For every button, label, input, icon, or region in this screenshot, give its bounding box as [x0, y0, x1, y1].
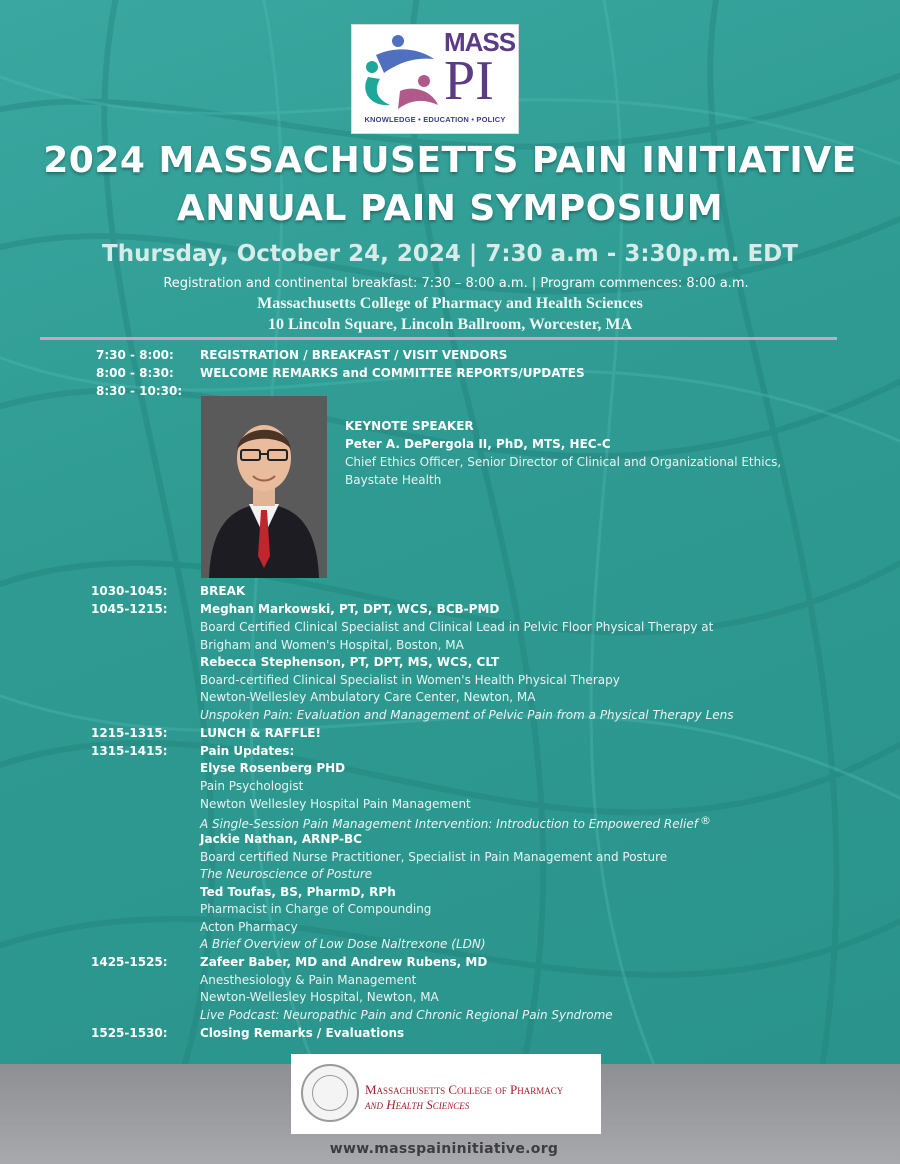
agenda-time: 1425-1525: — [91, 955, 168, 969]
mass-pi-figures-icon — [354, 29, 446, 117]
session-topic: A Brief Overview of Low Dose Naltrexone (LDN) — [200, 937, 486, 951]
speaker-detail: Newton-Wellesley Ambulatory Care Center, Newton, MA — [200, 690, 536, 704]
agenda-time: 1315-1415: — [91, 744, 168, 758]
session-topic: Unspoken Pain: Evaluation and Management of Pelvic Pain from a Physical Therapy Lens — [200, 708, 734, 722]
agenda-time: 8:30 - 10:30: — [96, 384, 183, 398]
speaker-detail: Anesthesiology & Pain Management — [200, 973, 417, 987]
keynote-speaker-photo — [201, 396, 327, 578]
keynote-org: Baystate Health — [345, 473, 442, 487]
speaker-name: Rebecca Stephenson, PT, DPT, MS, WCS, CLT — [200, 655, 500, 669]
logo-pi-text: PI — [444, 50, 494, 112]
venue-line-2: 10 Lincoln Square, Lincoln Ballroom, Worcester, MA — [267, 316, 633, 333]
agenda-time: 1045-1215: — [91, 602, 168, 616]
speaker-detail: Pain Psychologist — [200, 779, 304, 793]
mcphs-logo — [291, 1054, 601, 1134]
session-topic — [200, 813, 711, 832]
venue-line-1: Massachusetts College of Pharmacy and Health Sciences — [257, 295, 643, 312]
speaker-portrait-icon — [201, 396, 327, 578]
speaker-detail: Acton Pharmacy — [200, 920, 298, 934]
title-line-1: 2024 MASSACHUSETTS PAIN INITIATIVE — [43, 140, 857, 181]
divider — [40, 337, 837, 340]
logo-mass-text: MASS — [444, 27, 516, 57]
college-name-line-2: and Health Sciences — [365, 1097, 470, 1112]
title-line-2: ANNUAL PAIN SYMPOSIUM — [176, 188, 724, 229]
college-name-line-1: Massachusetts College of Pharmacy — [365, 1082, 564, 1097]
agenda-item: REGISTRATION / BREAKFAST / VISIT VENDORS — [200, 348, 508, 362]
session-topic: Live Podcast: Neuropathic Pain and Chronic Regional Pain Syndrome — [200, 1008, 613, 1022]
speaker-detail: Board Certified Clinical Specialist and Clinical Lead in Pelvic Floor Physical Therapy at — [200, 620, 714, 634]
college-seal-icon — [301, 1064, 359, 1122]
speaker-detail: Newton-Wellesley Hospital, Newton, MA — [200, 990, 439, 1004]
logo-tagline: KNOWLEDGE • EDUCATION • POLICY — [364, 115, 506, 124]
agenda-item: BREAK — [200, 584, 246, 598]
agenda-item: Closing Remarks / Evaluations — [200, 1026, 405, 1040]
speaker-name: Elyse Rosenberg PHD — [200, 761, 346, 775]
speaker-detail: Brigham and Women's Hospital, Boston, MA — [200, 638, 464, 652]
session-topic-text: A Single-Session Pain Management Intervention: Introduction to Empowered Relief — [200, 817, 698, 831]
keynote-role: Chief Ethics Officer, Senior Director of Clinical and Organizational Ethics, — [345, 455, 782, 469]
college-name — [365, 1082, 597, 1112]
agenda-time: 7:30 - 8:00: — [96, 348, 174, 362]
agenda-time: 1525-1530: — [91, 1026, 168, 1040]
speaker-detail: Board-certified Clinical Specialist in Women's Health Physical Therapy — [200, 673, 620, 687]
mass-pi-logo — [351, 24, 519, 134]
speaker-name: Meghan Markowski, PT, DPT, WCS, BCB-PMD — [200, 602, 500, 616]
agenda-time: 1215-1315: — [91, 726, 168, 740]
speaker-name: Ted Toufas, BS, PharmD, RPh — [200, 885, 396, 899]
event-date-line: Thursday, October 24, 2024 | 7:30 a.m - 3:30p.m. EDT — [102, 241, 798, 267]
keynote-speaker-name: Peter A. DePergola II, PhD, MTS, HEC-C — [345, 437, 611, 451]
agenda-item: LUNCH & RAFFLE! — [200, 726, 321, 740]
agenda-time: 8:00 - 8:30: — [96, 366, 174, 380]
session-topic: The Neuroscience of Posture — [200, 867, 373, 881]
speaker-detail: Newton Wellesley Hospital Pain Management — [200, 797, 471, 811]
keynote-label: KEYNOTE SPEAKER — [345, 419, 474, 433]
website-url[interactable]: www.masspaininitiative.org — [329, 1141, 559, 1157]
speaker-detail: Pharmacist in Charge of Compounding — [200, 902, 432, 916]
speaker-name: Jackie Nathan, ARNP-BC — [200, 832, 362, 846]
speaker-detail: Board certified Nurse Practitioner, Specialist in Pain Management and Posture — [200, 850, 668, 864]
seal-inner-ring — [312, 1075, 348, 1111]
speaker-name: Zafeer Baber, MD and Andrew Rubens, MD — [200, 955, 488, 969]
registration-line: Registration and continental breakfast: 7:30 – 8:00 a.m. | Program commences: 8:00 a.m. — [163, 276, 749, 291]
agenda-time: 1030-1045: — [91, 584, 168, 598]
agenda-item: Pain Updates: — [200, 744, 295, 758]
registered-mark: ® — [699, 814, 711, 827]
agenda-item: WELCOME REMARKS and COMMITTEE REPORTS/UPDATES — [200, 366, 585, 380]
